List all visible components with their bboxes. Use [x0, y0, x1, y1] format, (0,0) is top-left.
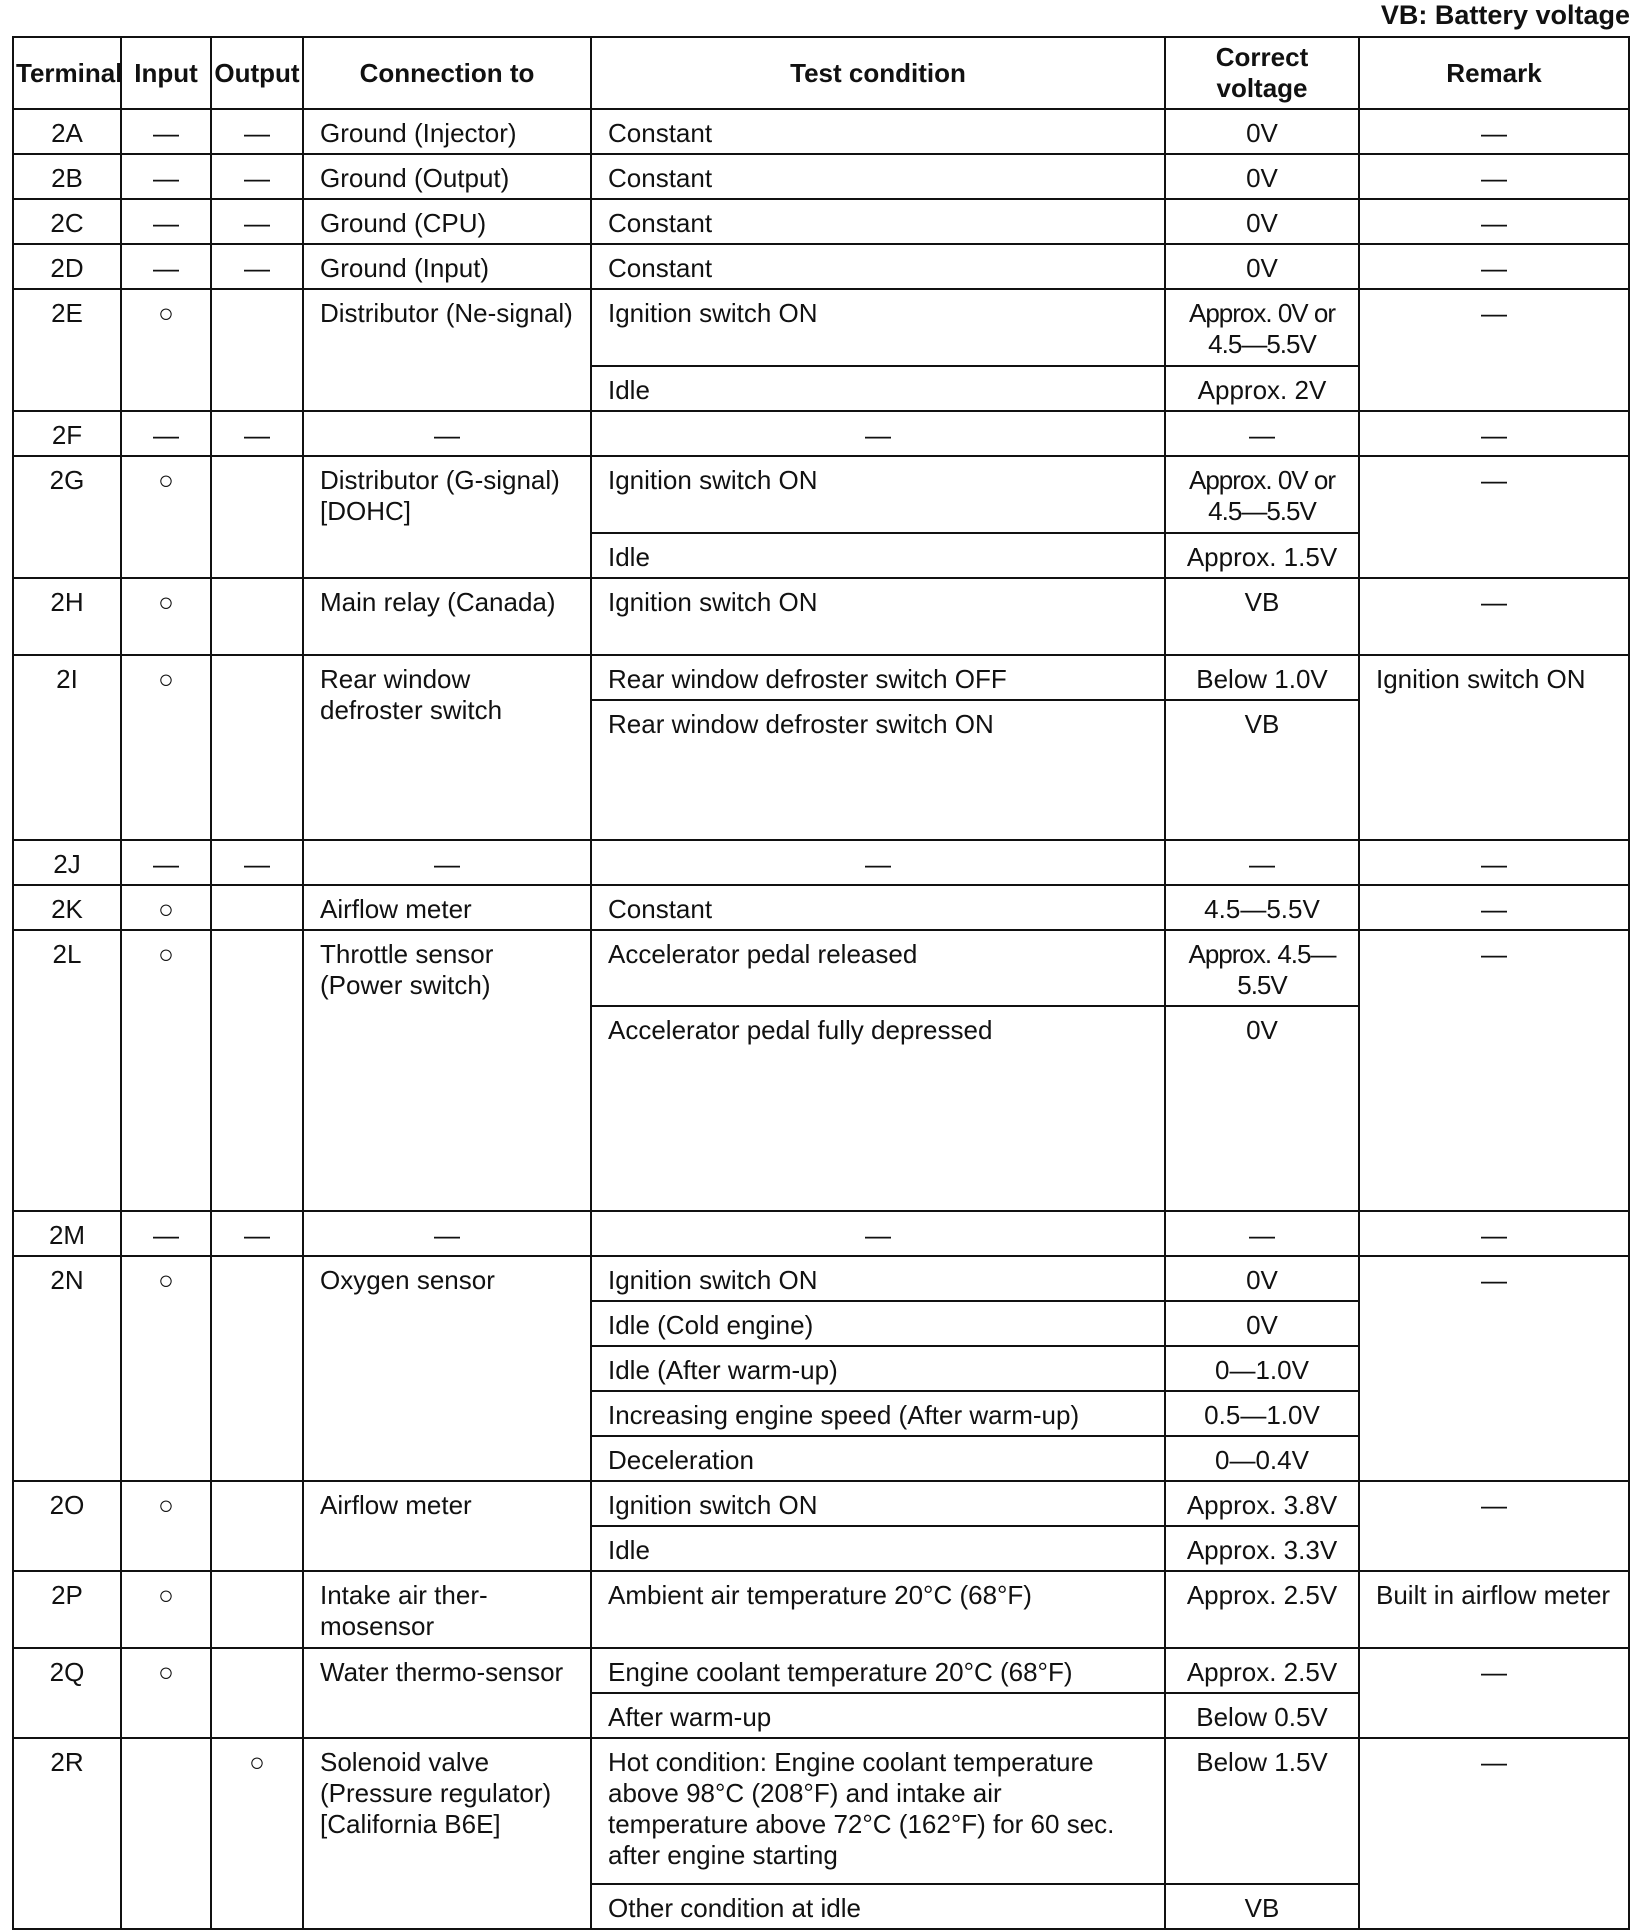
table-row	[13, 1211, 1629, 1256]
voltage-cell: 0—1.0V	[1165, 1346, 1359, 1391]
terminal-cell: 2K	[13, 885, 121, 930]
voltage-cell: 0V	[1165, 199, 1359, 244]
table-row	[13, 456, 1629, 533]
test-condition-cell: —	[591, 840, 1165, 885]
terminal-cell: 2J	[13, 840, 121, 885]
test-condition-cell: Ignition switch ON	[591, 1481, 1165, 1526]
output-cell: —	[211, 109, 303, 154]
test-condition-cell: Constant	[591, 154, 1165, 199]
remark-cell: —	[1359, 244, 1629, 289]
voltage-cell: 0.5—1.0V	[1165, 1391, 1359, 1436]
voltage-cell: Below 1.0V	[1165, 655, 1359, 700]
terminal-cell: 2I	[13, 655, 121, 840]
terminal-voltage-table	[12, 36, 1630, 1930]
output-cell	[211, 456, 303, 578]
remark-cell: —	[1359, 289, 1629, 411]
connection-cell: Ground (CPU)	[303, 199, 591, 244]
test-condition-cell: —	[591, 1211, 1165, 1256]
remark-cell: —	[1359, 840, 1629, 885]
test-condition-cell: Idle	[591, 533, 1165, 578]
voltage-cell: —	[1165, 1211, 1359, 1256]
test-condition-cell: Ignition switch ON	[591, 456, 1165, 533]
voltage-cell: VB	[1165, 700, 1359, 840]
voltage-cell: VB	[1165, 578, 1359, 655]
remark-cell: —	[1359, 411, 1629, 456]
input-cell: —	[121, 411, 211, 456]
test-condition-cell: Increasing engine speed (After warm-up)	[591, 1391, 1165, 1436]
test-condition-cell: —	[591, 411, 1165, 456]
remark-cell: —	[1359, 199, 1629, 244]
input-cell	[121, 1738, 211, 1929]
terminal-cell: 2C	[13, 199, 121, 244]
voltage-cell: —	[1165, 840, 1359, 885]
voltage-cell: —	[1165, 411, 1359, 456]
connection-cell: Intake air ther-mosensor	[303, 1571, 591, 1648]
connection-cell: Airflow meter	[303, 1481, 591, 1571]
input-cell: ○	[121, 1648, 211, 1738]
output-cell: —	[211, 199, 303, 244]
connection-cell: —	[303, 840, 591, 885]
remark-cell: —	[1359, 1738, 1629, 1929]
voltage-cell: Approx. 3.3V	[1165, 1526, 1359, 1571]
output-cell	[211, 1481, 303, 1571]
output-cell	[211, 1256, 303, 1481]
header-row	[13, 37, 1629, 109]
table-row	[13, 578, 1629, 655]
test-condition-cell: Other condition at idle	[591, 1884, 1165, 1929]
terminal-cell: 2H	[13, 578, 121, 655]
table-row	[13, 930, 1629, 1006]
table-row	[13, 1738, 1629, 1884]
connection-cell: Main relay (Canada)	[303, 578, 591, 655]
test-condition-cell: Idle (Cold engine)	[591, 1301, 1165, 1346]
input-cell: ○	[121, 456, 211, 578]
voltage-cell: Approx. 2V	[1165, 366, 1359, 411]
output-cell	[211, 930, 303, 1211]
test-condition-cell: Engine coolant temperature 20°C (68°F)	[591, 1648, 1165, 1693]
input-header: Input	[121, 37, 211, 109]
voltage-cell: Approx. 2.5V	[1165, 1648, 1359, 1693]
connection-cell: Airflow meter	[303, 885, 591, 930]
connection-cell: Distributor (G-signal) [DOHC]	[303, 456, 591, 578]
test-condition-cell: Ignition switch ON	[591, 1256, 1165, 1301]
correct-voltage-header: Correct voltage	[1165, 37, 1359, 109]
table-row	[13, 1571, 1629, 1648]
remark-cell: Ignition switch ON	[1359, 655, 1629, 840]
table-row	[13, 1481, 1629, 1526]
input-cell: ○	[121, 289, 211, 411]
terminal-cell: 2G	[13, 456, 121, 578]
output-cell: ○	[211, 1738, 303, 1929]
test-condition-cell: Idle	[591, 366, 1165, 411]
output-cell	[211, 1571, 303, 1648]
voltage-cell: 0V	[1165, 154, 1359, 199]
test-condition-cell: Rear window defroster switch OFF	[591, 655, 1165, 700]
terminal-cell: 2B	[13, 154, 121, 199]
output-cell	[211, 885, 303, 930]
voltage-cell: Approx. 0V or 4.5—5.5V	[1165, 456, 1359, 533]
output-cell	[211, 289, 303, 411]
input-cell: ○	[121, 930, 211, 1211]
remark-cell: —	[1359, 885, 1629, 930]
connection-cell: Ground (Input)	[303, 244, 591, 289]
input-cell: ○	[121, 655, 211, 840]
input-cell: ○	[121, 578, 211, 655]
input-cell: ○	[121, 1571, 211, 1648]
voltage-cell: Approx. 3.8V	[1165, 1481, 1359, 1526]
test-condition-header: Test condition	[591, 37, 1165, 109]
test-condition-cell: Rear window defroster switch ON	[591, 700, 1165, 840]
input-cell: —	[121, 154, 211, 199]
connection-header: Connection to	[303, 37, 591, 109]
test-condition-cell: Hot condition: Engine coolant temperature above 98°C (208°F) and intake air temperature above 72°C (162°F) for 60 sec. after engine starting	[591, 1738, 1165, 1884]
voltage-cell: 0—0.4V	[1165, 1436, 1359, 1481]
output-cell	[211, 655, 303, 840]
table-row	[13, 885, 1629, 930]
output-cell	[211, 578, 303, 655]
terminal-header: Terminal	[13, 37, 121, 109]
test-condition-cell: Constant	[591, 244, 1165, 289]
input-cell: —	[121, 1211, 211, 1256]
test-condition-cell: Ambient air temperature 20°C (68°F)	[591, 1571, 1165, 1648]
battery-voltage-legend: VB: Battery voltage	[1380, 0, 1630, 30]
output-cell: —	[211, 840, 303, 885]
test-condition-cell: Idle (After warm-up)	[591, 1346, 1165, 1391]
remark-header: Remark	[1359, 37, 1629, 109]
table-row	[13, 109, 1629, 154]
test-condition-cell: Accelerator pedal fully depressed	[591, 1006, 1165, 1211]
test-condition-cell: Constant	[591, 109, 1165, 154]
table-row	[13, 655, 1629, 700]
voltage-cell: 4.5—5.5V	[1165, 885, 1359, 930]
voltage-cell: Approx. 0V or 4.5—5.5V	[1165, 289, 1359, 366]
remark-cell: —	[1359, 1256, 1629, 1481]
remark-cell: —	[1359, 578, 1629, 655]
terminal-cell: 2E	[13, 289, 121, 411]
voltage-cell: 0V	[1165, 1256, 1359, 1301]
connection-cell: Distributor (Ne-signal)	[303, 289, 591, 411]
remark-cell: —	[1359, 1481, 1629, 1571]
remark-cell: —	[1359, 930, 1629, 1211]
input-cell: ○	[121, 885, 211, 930]
test-condition-cell: Ignition switch ON	[591, 578, 1165, 655]
table-row	[13, 1256, 1629, 1301]
terminal-cell: 2A	[13, 109, 121, 154]
terminal-cell: 2D	[13, 244, 121, 289]
voltage-cell: 0V	[1165, 1301, 1359, 1346]
terminal-cell: 2N	[13, 1256, 121, 1481]
test-condition-cell: Idle	[591, 1526, 1165, 1571]
terminal-cell: 2Q	[13, 1648, 121, 1738]
table-row	[13, 840, 1629, 885]
connection-cell: Throttle sensor (Power switch)	[303, 930, 591, 1211]
table-row	[13, 411, 1629, 456]
table-row	[13, 199, 1629, 244]
terminal-cell: 2O	[13, 1481, 121, 1571]
test-condition-cell: Accelerator pedal released	[591, 930, 1165, 1006]
table-row	[13, 154, 1629, 199]
input-cell: —	[121, 244, 211, 289]
remark-cell: —	[1359, 109, 1629, 154]
terminal-cell: 2R	[13, 1738, 121, 1929]
voltage-cell: 0V	[1165, 244, 1359, 289]
table-row	[13, 244, 1629, 289]
output-cell	[211, 1648, 303, 1738]
terminal-cell: 2P	[13, 1571, 121, 1648]
terminal-cell: 2M	[13, 1211, 121, 1256]
connection-cell: Rear window defroster switch	[303, 655, 591, 840]
output-cell: —	[211, 244, 303, 289]
voltage-cell: Below 0.5V	[1165, 1693, 1359, 1738]
remark-cell: —	[1359, 154, 1629, 199]
output-cell: —	[211, 411, 303, 456]
input-cell: —	[121, 840, 211, 885]
voltage-cell: VB	[1165, 1884, 1359, 1929]
terminal-cell: 2F	[13, 411, 121, 456]
connection-cell: Ground (Output)	[303, 154, 591, 199]
connection-cell: Water thermo-sensor	[303, 1648, 591, 1738]
input-cell: ○	[121, 1256, 211, 1481]
connection-cell: —	[303, 1211, 591, 1256]
remark-cell: —	[1359, 1211, 1629, 1256]
remark-cell: Built in airflow meter	[1359, 1571, 1629, 1648]
input-cell: —	[121, 109, 211, 154]
voltage-cell: Approx. 2.5V	[1165, 1571, 1359, 1648]
test-condition-cell: Ignition switch ON	[591, 289, 1165, 366]
terminal-cell: 2L	[13, 930, 121, 1211]
voltage-cell: Below 1.5V	[1165, 1738, 1359, 1884]
output-cell: —	[211, 154, 303, 199]
table-row	[13, 1648, 1629, 1693]
test-condition-cell: After warm-up	[591, 1693, 1165, 1738]
voltage-cell: 0V	[1165, 1006, 1359, 1211]
voltage-cell: Approx. 1.5V	[1165, 533, 1359, 578]
connection-cell: Oxygen sensor	[303, 1256, 591, 1481]
input-cell: ○	[121, 1481, 211, 1571]
connection-cell: Ground (Injector)	[303, 109, 591, 154]
output-cell: —	[211, 1211, 303, 1256]
voltage-cell: 0V	[1165, 109, 1359, 154]
test-condition-cell: Constant	[591, 885, 1165, 930]
remark-cell: —	[1359, 1648, 1629, 1738]
test-condition-cell: Constant	[591, 199, 1165, 244]
table-row	[13, 289, 1629, 366]
remark-cell: —	[1359, 456, 1629, 578]
voltage-cell: Approx. 4.5—5.5V	[1165, 930, 1359, 1006]
output-header: Output	[211, 37, 303, 109]
connection-cell: —	[303, 411, 591, 456]
input-cell: —	[121, 199, 211, 244]
test-condition-cell: Deceleration	[591, 1436, 1165, 1481]
connection-cell: Solenoid valve (Pressure regulator) [California B6E]	[303, 1738, 591, 1929]
